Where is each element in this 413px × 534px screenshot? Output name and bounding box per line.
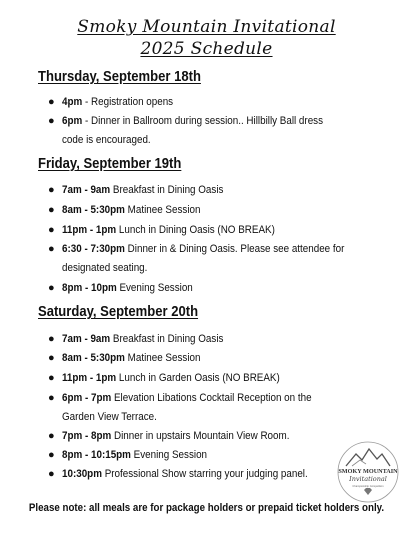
bullet-icon: ●	[48, 392, 55, 404]
item-time: 8am - 5:30pm	[62, 204, 125, 216]
item-time: 6pm - 7pm	[62, 392, 112, 404]
item-time: 11pm - 1pm	[62, 372, 117, 384]
item-text: Registration opens	[91, 96, 174, 108]
item-time: 8pm - 10pm	[62, 282, 117, 294]
page-title: Smoky Mountain Invitational	[77, 17, 336, 37]
item-text: Dinner in & Dining Oasis. Please see attendee for	[127, 243, 345, 255]
logo-text-1: SMOKY MOUNTAIN	[338, 468, 398, 475]
bullet-icon: ●	[48, 224, 55, 236]
item-text: Dinner in upstairs Mountain View Room.	[113, 430, 290, 442]
item-text: Evening Session	[119, 282, 193, 294]
item-text: Evening Session	[133, 449, 208, 461]
item-text: Breakfast in Dining Oasis	[112, 184, 224, 196]
schedule-page: Smoky Mountain Invitational 2025 Schedule Thursday, September 18th ● 4pm - Registration opens ● 6pm - Dinner in Ballroom during session.. Hillbilly Ball dress code is encouraged. Friday, September 19th ● 7am - 9am Breakfast in Dining Oasis ● 8am - 5:30pm Matinee Session ● 11pm - 1pm Lunch in Dining Oasis (NO BREAK) ● 6:30 - 7:30pm Dinner in & Dining Oasis. Please see attendee for designated seating. ● 8pm - 10pm Evening Session Saturday, September 20th ● 7am - 9am Breakfast in Dining Oasis ● 8am - 5:30pm Matinee Session ● 11pm - 1pm Lunch in Garden Oasis (NO BREAK) ● 6pm - 7pm Elevation Libations Cocktail Reception on the Garden View Terrace. ● 7pm - 8pm Dinner in upstairs Mountain View Room. ● 8pm - 10:15pm Evening Session ● 10:30pm Professional Show starring your judging panel. SMOKY MOUNTAIN Invitational Championship Competition Please note: all meals are for package holders or prepaid ticket holders only.	[0, 0, 413, 534]
item-text-continued: code is encouraged.	[62, 134, 151, 146]
item-time: 11pm - 1pm	[62, 224, 117, 236]
smoky-mountain-invitational-logo	[336, 440, 400, 504]
item-time: 8pm - 10:15pm	[62, 449, 131, 461]
item-text: Elevation Libations Cocktail Reception on the	[113, 392, 312, 404]
logo-text-3: Championship Competition	[352, 485, 384, 488]
page-subtitle: 2025 Schedule	[140, 39, 273, 59]
bullet-icon: ●	[48, 333, 55, 345]
item-time: 10:30pm	[62, 468, 102, 480]
bullet-icon: ●	[48, 96, 55, 108]
bullet-icon: ●	[48, 115, 55, 127]
item-text: Breakfast in Dining Oasis	[112, 333, 224, 345]
bullet-icon: ●	[48, 184, 55, 196]
day-heading-saturday: Saturday, September 20th	[38, 304, 199, 320]
bullet-icon: ●	[48, 449, 55, 461]
item-text: Matinee Session	[127, 204, 201, 216]
footer-note: Please note: all meals are for package holders or prepaid ticket holders only.	[28, 502, 385, 514]
item-text: Professional Show starring your judging panel.	[104, 468, 308, 480]
item-text: Dinner in Ballroom during session.. Hillbilly Ball dress	[91, 115, 324, 127]
bullet-icon: ●	[48, 468, 55, 480]
bullet-icon: ●	[48, 243, 55, 255]
item-text-continued: Garden View Terrace.	[62, 411, 157, 423]
item-time: 7am - 9am	[62, 184, 111, 196]
item-text: Lunch in Dining Oasis (NO BREAK)	[118, 224, 275, 236]
bullet-icon: ●	[48, 282, 55, 294]
bullet-icon: ●	[48, 372, 55, 384]
item-text-continued: designated seating.	[62, 262, 148, 274]
item-time: 6:30 - 7:30pm	[62, 243, 125, 255]
item-time: 6pm	[62, 115, 83, 127]
item-time: 8am - 5:30pm	[62, 352, 125, 364]
item-text: Lunch in Garden Oasis (NO BREAK)	[118, 372, 280, 384]
bullet-icon: ●	[48, 352, 55, 364]
item-time: 7am - 9am	[62, 333, 111, 345]
logo-text-2: Invitational	[349, 475, 387, 483]
item-time: 7pm - 8pm	[62, 430, 112, 442]
bullet-icon: ●	[48, 430, 55, 442]
item-text: Matinee Session	[127, 352, 201, 364]
day-heading-friday: Friday, September 19th	[38, 156, 182, 172]
bullet-icon: ●	[48, 204, 55, 216]
day-heading-thursday: Thursday, September 18th	[38, 69, 201, 85]
item-time: 4pm	[62, 96, 83, 108]
